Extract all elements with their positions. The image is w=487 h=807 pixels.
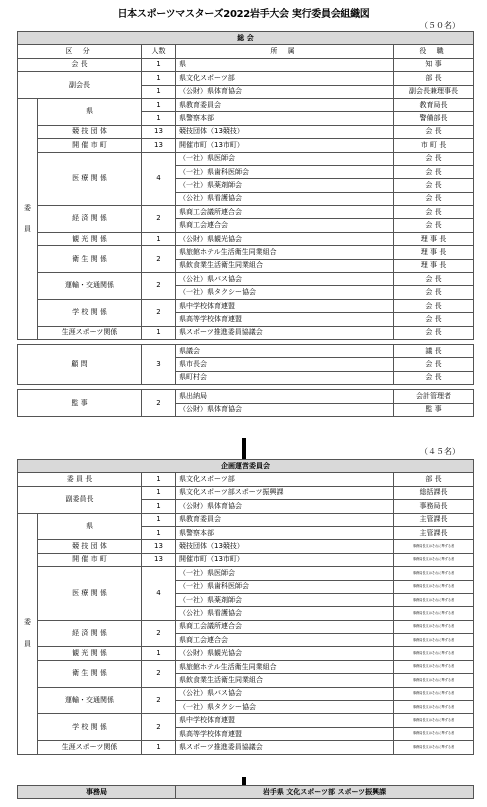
ninzu-cell: 1 [142, 112, 176, 125]
yaku-cell: 事務局長又はそれに準ずる者 [394, 540, 474, 553]
table-row [18, 714, 474, 727]
shozoku-cell: （公財）県体育協会 [176, 403, 394, 416]
ninzu-cell: 2 [142, 206, 176, 233]
shozoku-cell: （一社）県タクシー協会 [176, 701, 394, 714]
yaku-cell: 事務局長又はそれに準ずる者 [394, 567, 474, 580]
jimukyoku-label: 事務局 [18, 786, 176, 799]
kubun-cell: 観 光 関 係 [38, 647, 142, 660]
yaku-cell: 主管課長 [394, 526, 474, 539]
shozoku-cell: 県商工会連合会 [176, 219, 394, 232]
shozoku-cell: 県市長会 [176, 358, 394, 371]
table-row [18, 620, 474, 633]
shozoku-cell: 県中学校体育連盟 [176, 299, 394, 312]
yaku-cell: 副会長兼理事長 [394, 85, 474, 98]
table-row [18, 786, 474, 799]
table-row [18, 326, 474, 339]
yaku-cell: 会 長 [394, 219, 474, 232]
connector-line [242, 438, 246, 460]
ninzu-cell: 2 [142, 246, 176, 273]
shozoku-cell: （公財）県観光協会 [176, 232, 394, 245]
header-ninzu: 人数 [142, 45, 176, 58]
ninzu-cell: 1 [142, 526, 176, 539]
table-row [18, 45, 474, 58]
kubun-cell: 委 員 長 [18, 473, 142, 486]
header-shozoku: 所 属 [176, 45, 394, 58]
member-count-kikaku: （４５名） [420, 447, 460, 456]
ninzu-cell: 13 [142, 139, 176, 152]
shozoku-cell: （公財）県観光協会 [176, 647, 394, 660]
page-title: 日本スポーツマスターズ2022岩手大会 実行委員会組織図 [117, 9, 370, 20]
kubun-cell: 生涯スポーツ関係 [38, 326, 142, 339]
ninzu-cell: 2 [142, 660, 176, 687]
yaku-cell: 会計管理者 [394, 390, 474, 403]
jimukyoku-table [17, 785, 474, 799]
kubun-cell: 県 [38, 98, 142, 125]
shozoku-cell: 県町村会 [176, 371, 394, 384]
yaku-cell: 会 長 [394, 313, 474, 326]
kubun-cell: 経 済 関 係 [38, 620, 142, 647]
shozoku-cell: 県高等学校体育連盟 [176, 313, 394, 326]
yaku-cell: 会 長 [394, 125, 474, 138]
yaku-cell: 理 事 長 [394, 246, 474, 259]
shozoku-cell: 県商工会議所連合会 [176, 206, 394, 219]
kubun-cell: 医 療 関 係 [38, 152, 142, 206]
ninzu-cell: 1 [142, 98, 176, 111]
kanji-kubun: 監 事 [18, 390, 142, 417]
yaku-cell: 監 事 [394, 403, 474, 416]
table-row [18, 232, 474, 245]
kubun-cell: 競 技 団 体 [38, 540, 142, 553]
ninzu-cell: 4 [142, 152, 176, 206]
shozoku-cell: 県飲食業生活衛生同業組合 [176, 259, 394, 272]
table-row [18, 273, 474, 286]
table-row [18, 647, 474, 660]
shozoku-cell: （一社）県医師会 [176, 152, 394, 165]
kubun-cell: 県 [38, 513, 142, 540]
shozoku-cell: 県 [176, 58, 394, 71]
yaku-cell: 事務局長 [394, 500, 474, 513]
shozoku-cell: 県スポーツ推進委員協議会 [176, 741, 394, 754]
ninzu-cell: 1 [142, 326, 176, 339]
table-row [18, 473, 474, 486]
iin-label [18, 513, 38, 754]
yaku-cell: 知 事 [394, 58, 474, 71]
shozoku-cell: （公社）県バス協会 [176, 273, 394, 286]
ninzu-cell: 2 [142, 390, 176, 417]
yaku-cell: 会 長 [394, 206, 474, 219]
yaku-cell: 事務局長又はそれに準ずる者 [394, 687, 474, 700]
yaku-cell: 会 長 [394, 179, 474, 192]
shozoku-cell: （公財）県体育協会 [176, 500, 394, 513]
shozoku-cell: 競技団体（13競技） [176, 540, 394, 553]
yaku-cell: 事務局長又はそれに準ずる者 [394, 580, 474, 593]
shozoku-cell: 県文化スポーツ部スポーツ振興課 [176, 486, 394, 499]
shozoku-cell: 県高等学校体育連盟 [176, 727, 394, 740]
shozoku-cell: 県中学校体育連盟 [176, 714, 394, 727]
shozoku-cell: 県出納局 [176, 390, 394, 403]
kubun-cell: 学 校 関 係 [38, 299, 142, 326]
section-title: 総 会 [18, 32, 474, 45]
table-row [18, 486, 474, 499]
shozoku-cell: 県教育委員会 [176, 98, 394, 111]
iin-label-char: 員 [24, 639, 31, 648]
ninzu-cell: 1 [142, 486, 176, 499]
kubun-cell: 会 長 [18, 58, 142, 71]
iin-label-char: 員 [24, 224, 31, 233]
shozoku-cell: 県警察本部 [176, 526, 394, 539]
yaku-cell: 事務局長又はそれに準ずる者 [394, 553, 474, 566]
table-row [18, 567, 474, 580]
shozoku-cell: 県議会 [176, 344, 394, 357]
yaku-cell: 会 長 [394, 299, 474, 312]
yaku-cell: 事務局長又はそれに準ずる者 [394, 701, 474, 714]
shozoku-cell: 県警察本部 [176, 112, 394, 125]
kubun-cell: 競 技 団 体 [38, 125, 142, 138]
shozoku-cell: （一社）県薬剤師会 [176, 593, 394, 606]
shozoku-cell: （一社）県医師会 [176, 567, 394, 580]
shozoku-cell: 県旅館ホテル生活衛生同業組合 [176, 246, 394, 259]
shozoku-cell: 県商工会連合会 [176, 634, 394, 647]
shozoku-cell: 県商工会議所連合会 [176, 620, 394, 633]
ninzu-cell: 3 [142, 344, 176, 384]
shozoku-cell: 県旅館ホテル生活衛生同業組合 [176, 660, 394, 673]
table-row [18, 540, 474, 553]
yaku-cell: 会 長 [394, 326, 474, 339]
yaku-cell: 議 長 [394, 344, 474, 357]
yaku-cell: 理 事 長 [394, 259, 474, 272]
iin-label-char: 委 [24, 618, 31, 627]
yaku-cell: 事務局長又はそれに準ずる者 [394, 620, 474, 633]
table-row [18, 58, 474, 71]
yaku-cell: 会 長 [394, 165, 474, 178]
table-row [18, 206, 474, 219]
yaku-cell: 会 長 [394, 286, 474, 299]
table-row [18, 125, 474, 138]
ninzu-cell: 2 [142, 714, 176, 741]
table-row [18, 32, 474, 45]
yaku-cell: 警備部長 [394, 112, 474, 125]
header-kubun: 区 分 [18, 45, 142, 58]
kubun-cell: 学 校 関 係 [38, 714, 142, 741]
ninzu-cell: 1 [142, 85, 176, 98]
shozoku-cell: 県飲食業生活衛生同業組合 [176, 674, 394, 687]
shozoku-cell: （一社）県歯科医師会 [176, 165, 394, 178]
ninzu-cell: 13 [142, 125, 176, 138]
yaku-cell: 事務局長又はそれに準ずる者 [394, 727, 474, 740]
ninzu-cell: 1 [142, 500, 176, 513]
kikaku-table [17, 459, 474, 755]
connector-line-2 [242, 777, 246, 785]
ninzu-cell: 1 [142, 513, 176, 526]
header-yakushoku: 役 職 [394, 45, 474, 58]
yaku-cell: 市 町 長 [394, 139, 474, 152]
shozoku-cell: 県文化スポーツ部 [176, 72, 394, 85]
yaku-cell: 教育局長 [394, 98, 474, 111]
ninzu-cell: 2 [142, 687, 176, 714]
kubun-cell: 運輸・交通関係 [38, 273, 142, 300]
yaku-cell: 事務局長又はそれに準ずる者 [394, 647, 474, 660]
ninzu-cell: 1 [142, 232, 176, 245]
kubun-cell: 衛 生 関 係 [38, 246, 142, 273]
yaku-cell: 総括課長 [394, 486, 474, 499]
table-row [18, 98, 474, 111]
yaku-cell: 事務局長又はそれに準ずる者 [394, 607, 474, 620]
kubun-cell: 運輸・交通関係 [38, 687, 142, 714]
ninzu-cell: 13 [142, 553, 176, 566]
yaku-cell: 事務局長又はそれに準ずる者 [394, 593, 474, 606]
shozoku-cell: （公財）県体育協会 [176, 85, 394, 98]
shozoku-cell: 開催市町（13市町） [176, 553, 394, 566]
yaku-cell: 事務局長又はそれに準ずる者 [394, 634, 474, 647]
shozoku-cell: （公社）県看護協会 [176, 607, 394, 620]
yaku-cell: 会 長 [394, 371, 474, 384]
yaku-cell: 部 長 [394, 72, 474, 85]
yaku-cell: 会 長 [394, 273, 474, 286]
kubun-cell: 副委員長 [18, 486, 142, 513]
ninzu-cell: 1 [142, 647, 176, 660]
ninzu-cell: 13 [142, 540, 176, 553]
shozoku-cell: 県スポーツ推進委員協議会 [176, 326, 394, 339]
kubun-cell: 開 催 市 町 [38, 553, 142, 566]
ninzu-cell: 2 [142, 620, 176, 647]
shozoku-cell: （一社）県タクシー協会 [176, 286, 394, 299]
shozoku-cell: 県文化スポーツ部 [176, 473, 394, 486]
yaku-cell: 事務局長又はそれに準ずる者 [394, 714, 474, 727]
table-row [18, 553, 474, 566]
yaku-cell: 事務局長又はそれに準ずる者 [394, 660, 474, 673]
shozoku-cell: （一社）県薬剤師会 [176, 179, 394, 192]
yaku-cell: 理 事 長 [394, 232, 474, 245]
yaku-cell: 会 長 [394, 152, 474, 165]
kubun-cell: 開 催 市 町 [38, 139, 142, 152]
yaku-cell: 主管課長 [394, 513, 474, 526]
shozoku-cell: 開催市町（13市町） [176, 139, 394, 152]
table-row [18, 460, 474, 473]
shozoku-cell: （一社）県歯科医師会 [176, 580, 394, 593]
ninzu-cell: 1 [142, 58, 176, 71]
shozoku-cell: （公社）県バス協会 [176, 687, 394, 700]
member-count-sokai: （５０名） [420, 21, 460, 30]
table-row [18, 687, 474, 700]
table-row [18, 152, 474, 165]
komon-kubun: 顧 問 [18, 344, 142, 384]
iin-label-char: 委 [24, 203, 31, 212]
table-row [18, 513, 474, 526]
table-row [18, 660, 474, 673]
shozoku-cell: 県教育委員会 [176, 513, 394, 526]
section-title: 企画運営委員会 [18, 460, 474, 473]
ninzu-cell: 1 [142, 741, 176, 754]
iin-label [18, 98, 38, 339]
ninzu-cell: 2 [142, 273, 176, 300]
yaku-cell: 事務局長又はそれに準ずる者 [394, 741, 474, 754]
yaku-cell: 部 長 [394, 473, 474, 486]
table-row [18, 72, 474, 85]
table-row [18, 390, 474, 403]
table-row [18, 139, 474, 152]
kubun-cell: 医 療 関 係 [38, 567, 142, 621]
table-row [18, 246, 474, 259]
table-row [18, 344, 474, 357]
yaku-cell: 会 長 [394, 192, 474, 205]
kubun-cell: 副会長 [18, 72, 142, 99]
table-row [18, 299, 474, 312]
ninzu-cell: 1 [142, 72, 176, 85]
kubun-cell: 経 済 関 係 [38, 206, 142, 233]
sokai-table [17, 31, 474, 417]
yaku-cell: 事務局長又はそれに準ずる者 [394, 674, 474, 687]
ninzu-cell: 2 [142, 299, 176, 326]
jimukyoku-value: 岩手県 文化スポーツ部 スポーツ振興課 [176, 786, 474, 799]
yaku-cell: 会 長 [394, 358, 474, 371]
table-row [18, 741, 474, 754]
kubun-cell: 観 光 関 係 [38, 232, 142, 245]
shozoku-cell: 競技団体（13競技） [176, 125, 394, 138]
shozoku-cell: （公社）県看護協会 [176, 192, 394, 205]
ninzu-cell: 1 [142, 473, 176, 486]
kubun-cell: 生涯スポーツ関係 [38, 741, 142, 754]
ninzu-cell: 4 [142, 567, 176, 621]
kubun-cell: 衛 生 関 係 [38, 660, 142, 687]
